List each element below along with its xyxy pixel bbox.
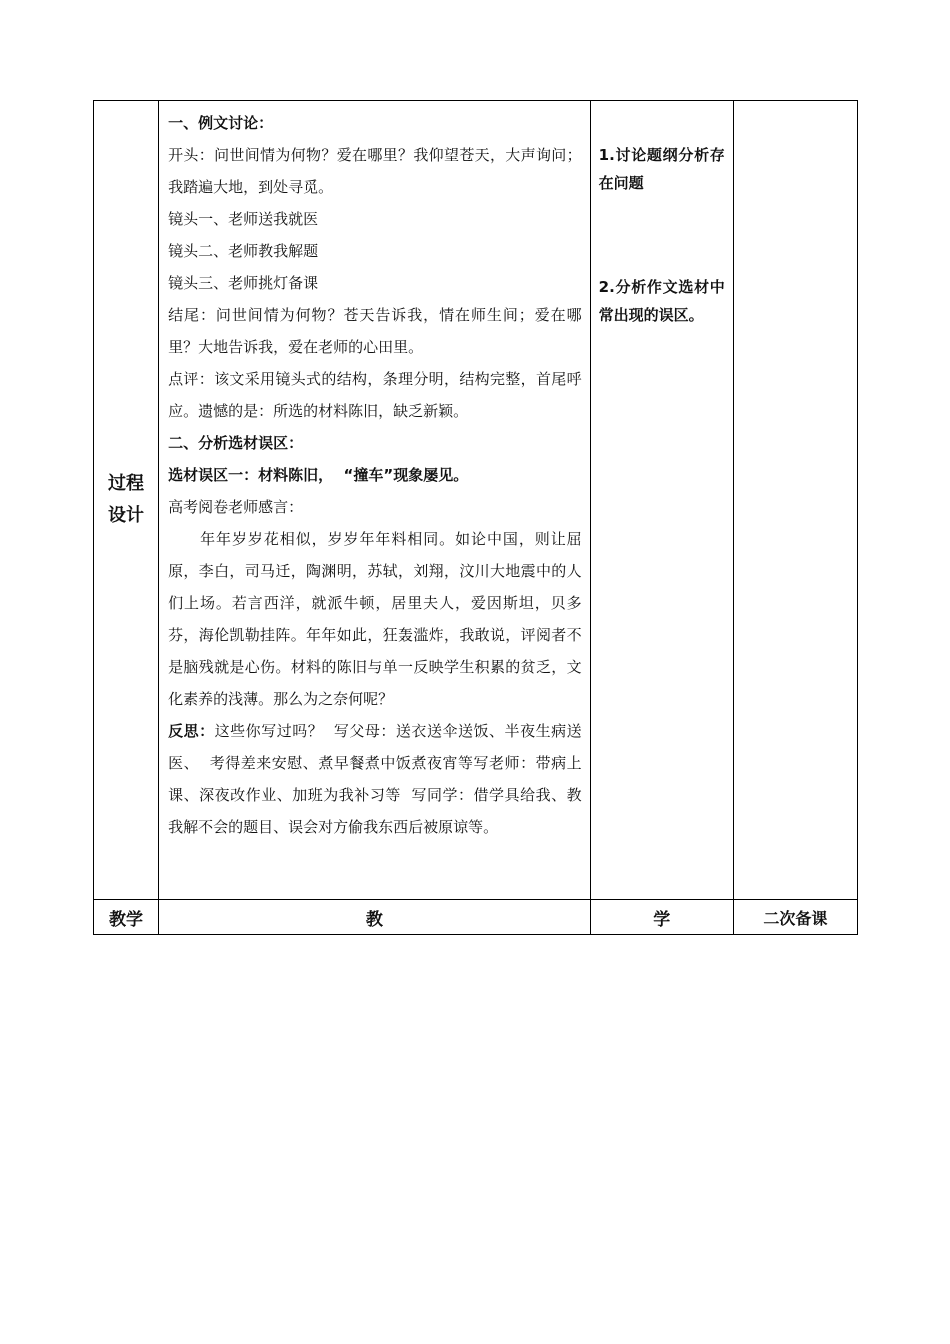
teaching-content-cell [159, 101, 591, 900]
section2-title: 二、分析选材误区： [168, 434, 304, 452]
shot1-text: 镜头一、老师送我就医 [168, 210, 319, 228]
second-prep-cell [733, 101, 857, 900]
student-item-1: 1.讨论题纲分析存在问题 [598, 146, 725, 192]
footer-learn-label: 学 [590, 900, 733, 935]
process-label-line1: 过程 [108, 473, 145, 494]
footer-second-prep-label: 二次备课 [733, 900, 857, 935]
lesson-plan-table [93, 100, 858, 935]
section1-title: 一、例文讨论： [168, 114, 274, 132]
reflection-label: 反思： [168, 722, 215, 740]
shot2-text: 镜头二、老师教我解题 [168, 242, 319, 260]
spacer [599, 197, 725, 273]
teacher-quote: 年年岁岁花相似，岁岁年年料相同。如论中国，则让屈原，李白，司马迁，陶渊明，苏轼，刘翔，汶川大地震中的人们上场。若言西洋，就派牛顿，居里夫人，爱因斯坦，贝多芬，海伦凯勒挂阵。年年如此，狂轰滥炸，我敢说，评阅者不是脑残就是心伤。材料的陈旧与单一反映学生积累的贫乏，文化素养的浅薄。那么为之奈何呢？ [168, 530, 582, 708]
mistake1-heading: 选材误区一：材料陈旧， “撞车”现象屡见。 [168, 466, 469, 484]
ending-text: 结尾：问世间情为何物？苍天告诉我，情在师生间；爱在哪里？大地告诉我，爱在老师的心田里。 [168, 306, 582, 356]
student-activity-cell [590, 101, 733, 900]
footer-row [94, 900, 858, 935]
process-label-line2: 设计 [108, 505, 145, 526]
reflection-text: 这些你写过吗？ 写父母：送衣送伞送饭、半夜生病送医、 考得差来安慰、煮早餐煮中饭煮夜宵等写老师：带病上课、深夜改作业、加班为我补习等 写同学：借学具给我、教我解不会的题目、误会对方偷我东西后被原谅等。 [168, 722, 582, 836]
comment-text: 点评：该文采用镜头式的结构，条理分明，结构完整，首尾呼应。遗憾的是：所选的材料陈旧，缺乏新颖。 [168, 370, 582, 420]
footer-teaching-label: 教学 [94, 900, 159, 935]
process-design-label [94, 101, 159, 900]
teacher-intro: 高考阅卷老师感言： [168, 498, 304, 516]
student-item-2: 2.分析作文选材中常出现的误区。 [598, 278, 725, 324]
process-row [94, 101, 858, 900]
footer-teach-label: 教 [159, 900, 591, 935]
reflection-paragraph [168, 715, 582, 843]
shot3-text: 镜头三、老师挑灯备课 [168, 274, 319, 292]
opening-text: 开头：问世间情为何物？爱在哪里？我仰望苍天，大声询问；我踏遍大地，到处寻觅。 [168, 146, 582, 196]
